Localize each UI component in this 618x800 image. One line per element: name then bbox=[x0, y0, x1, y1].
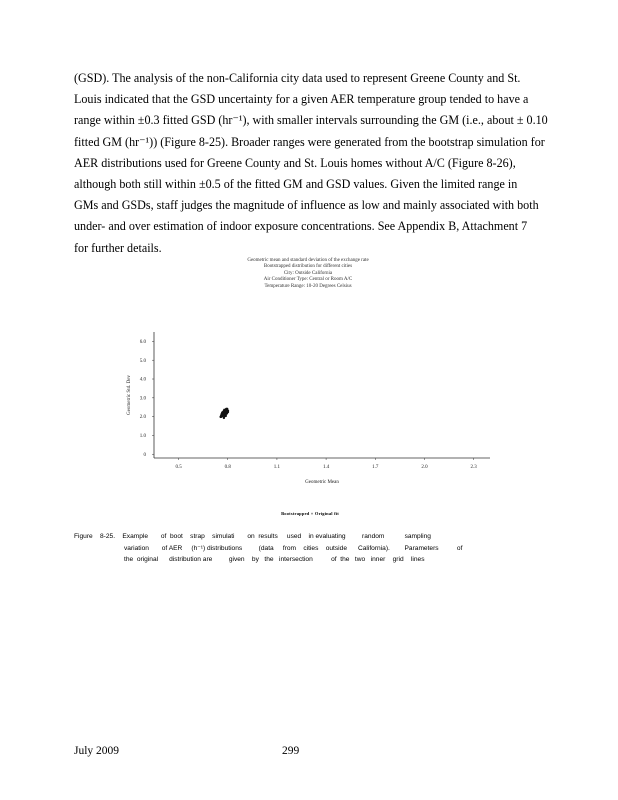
chart-title-line: Bootstrapped distribution for different cities bbox=[263, 264, 353, 270]
y-tick-label: 5.0 bbox=[139, 358, 146, 364]
caption-line: variation of AER (h⁻¹) distributions (data from cities outside California). Parameters of bbox=[124, 544, 463, 552]
body-line: range within ±0.3 fitted GSD (hr⁻¹), with smaller intervals surrounding the GM (i.e., about ± 0.10 bbox=[74, 113, 548, 128]
caption-line: Figure 8-25. Example of boot strap simulati on results used in evaluating random sampling bbox=[74, 533, 431, 540]
y-tick-label: 2.0 bbox=[139, 415, 146, 421]
y-tick-label: 3.0 bbox=[139, 396, 146, 402]
chart-title-line: Geometric mean and standard deviation of the exchange rate bbox=[247, 258, 369, 263]
data-point bbox=[226, 408, 228, 410]
body-paragraph bbox=[74, 68, 604, 259]
page-number: 299 bbox=[282, 745, 300, 757]
scatter-plot bbox=[118, 258, 498, 520]
y-tick-label: 1.0 bbox=[139, 434, 146, 440]
x-tick-label: 2.3 bbox=[470, 465, 477, 470]
x-tick-label: 1.1 bbox=[273, 465, 281, 470]
x-axis-label: Geometric Mean bbox=[305, 480, 339, 485]
body-line: although both still within ±0.5 of the fitted GM and GSD values. Given the limited range in bbox=[74, 177, 518, 192]
body-line: GMs and GSDs, staff judges the magnitude of influence as low and mainly associated with both bbox=[74, 198, 539, 213]
caption-line: the original distribution are given by the intersection of the two inner grid lines bbox=[124, 556, 425, 563]
data-point bbox=[224, 410, 226, 412]
body-line: (GSD). The analysis of the non-California city data used to represent Greene County and St. bbox=[74, 71, 521, 85]
body-line: AER distributions used for Greene County and St. Louis homes without A/C (Figure 8-26), bbox=[74, 155, 516, 170]
body-line: under- and over estimation of indoor exposure concentrations. See Appendix B, Attachment 7 bbox=[74, 219, 528, 234]
y-axis-label: Geometric Std. Dev bbox=[127, 375, 132, 415]
x-tick-label: 0.5 bbox=[175, 465, 182, 470]
y-tick-label: 0 bbox=[143, 452, 146, 458]
y-tick-label: 4.0 bbox=[139, 377, 146, 383]
chart-title-line: Temperature Range: 10-20 Degrees Celsius bbox=[264, 283, 352, 289]
x-tick-label: 1.4 bbox=[322, 465, 330, 470]
chart-title-line: Air Conditioner Type: Central or Room A/C bbox=[263, 277, 353, 283]
body-line: fitted GM (hr⁻¹)) (Figure 8-25). Broader ranges were generated from the bootstrap simulation for bbox=[74, 134, 545, 149]
chart-title-line: City: Outside California bbox=[283, 270, 333, 276]
body-line: for further details. bbox=[74, 240, 162, 255]
figure-caption bbox=[74, 531, 544, 566]
x-tick-label: 2.0 bbox=[421, 465, 428, 470]
body-line: Louis indicated that the GSD uncertainty for a given AER temperature group tended to have a bbox=[74, 92, 529, 107]
data-point bbox=[222, 414, 224, 416]
figure-chart bbox=[118, 258, 498, 520]
x-tick-label: 1.7 bbox=[372, 465, 379, 470]
y-tick-label: 6.0 bbox=[139, 340, 146, 346]
x-tick-label: 0.8 bbox=[224, 465, 231, 470]
chart-legend: Bootstrapped × Original fit bbox=[281, 511, 339, 516]
footer-date: July 2009 bbox=[74, 745, 120, 757]
